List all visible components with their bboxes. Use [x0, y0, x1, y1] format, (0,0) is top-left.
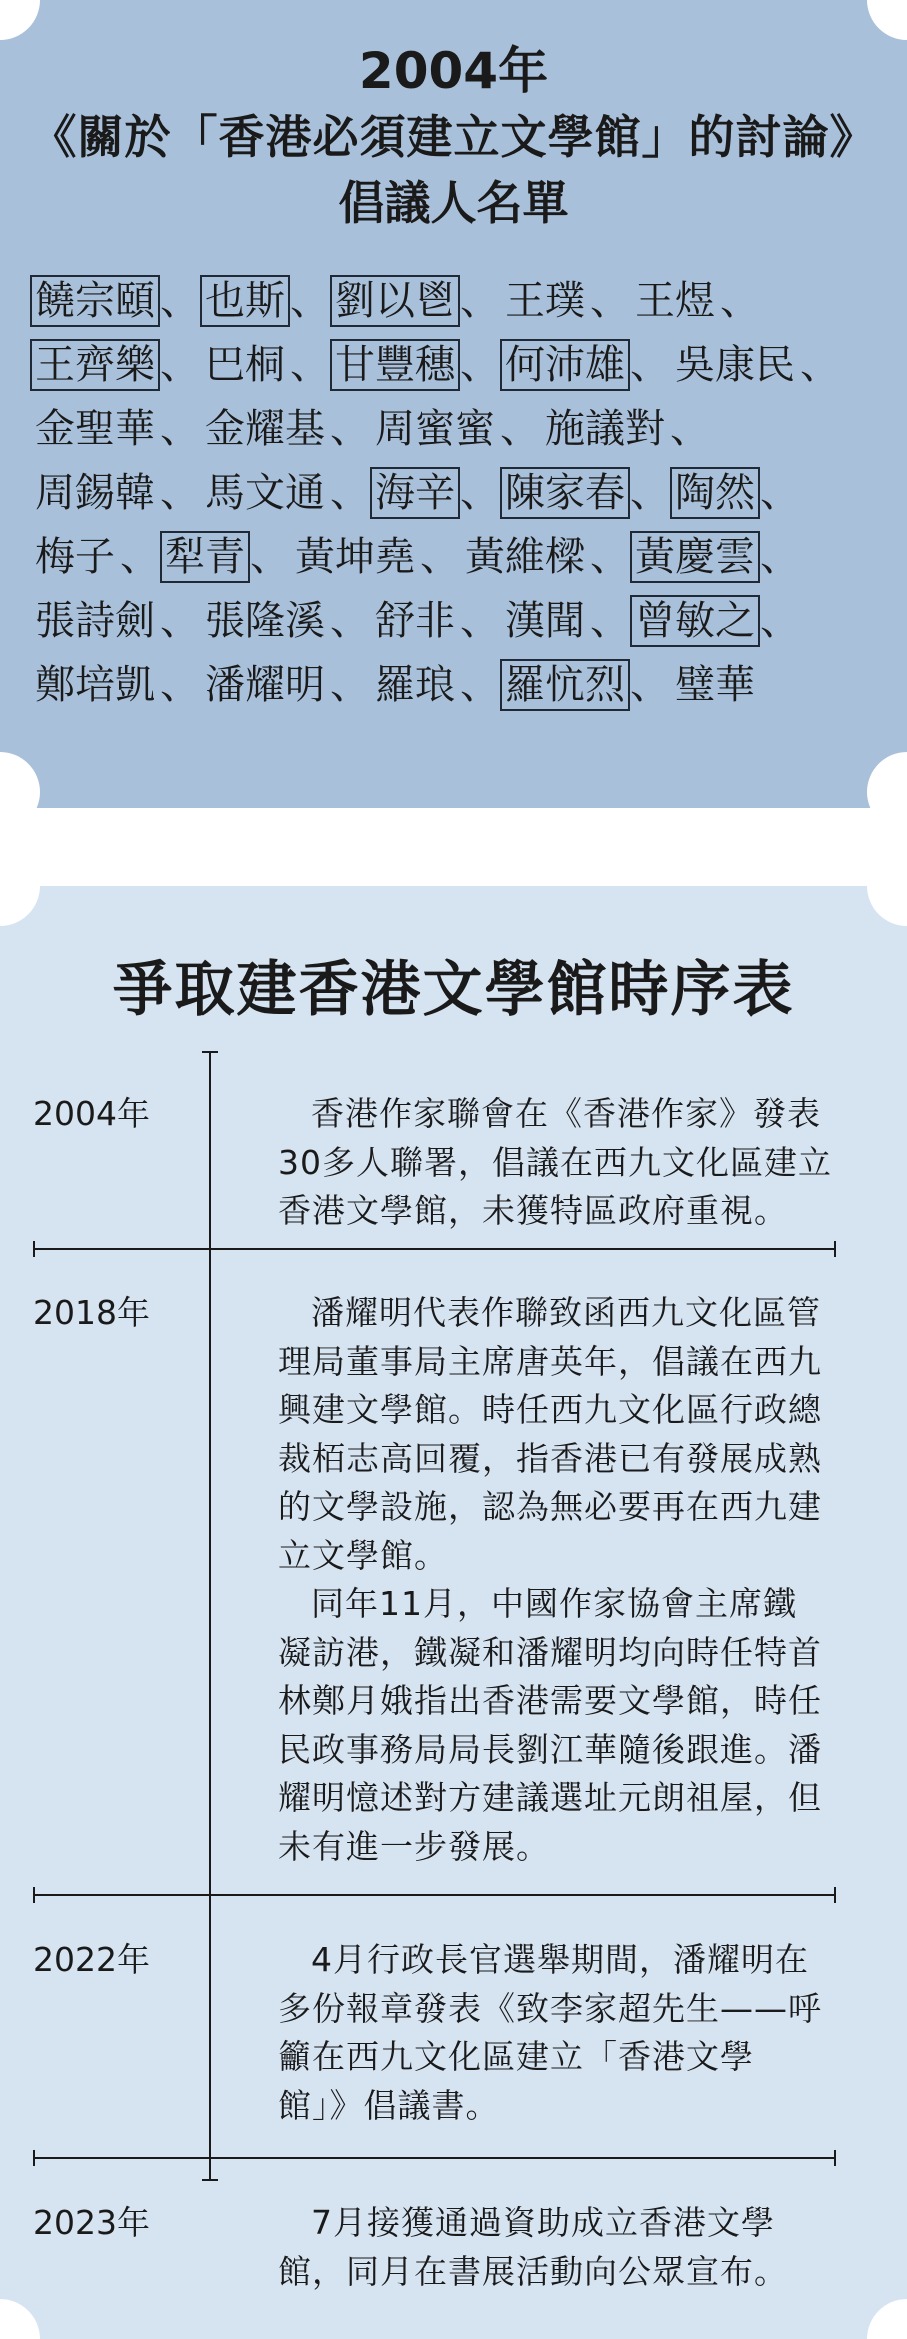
initiator-name: 舒非: [375, 598, 455, 644]
timeline-rule-cap: [202, 1051, 218, 1053]
timeline-year: 2004年: [33, 1094, 150, 1133]
divider-cap: [834, 1241, 836, 1257]
name-row: [30, 651, 890, 715]
initiators-subtitle: 《關於「香港必須建立文學館」的討論》: [30, 110, 877, 164]
name-row: [30, 587, 890, 651]
timeline-description: [278, 1936, 846, 2130]
corner-notch: [0, 2299, 40, 2339]
initiator-name-boxed: 曾敏之: [630, 595, 760, 647]
name-separator: 、: [590, 598, 630, 644]
name-separator: 、: [330, 406, 370, 452]
timeline-divider: [33, 1894, 836, 1896]
initiator-name-boxed: 陳家春: [500, 467, 630, 519]
name-separator: 、: [290, 342, 330, 388]
name-row: [30, 331, 890, 395]
initiator-name-boxed: 海辛: [370, 467, 460, 519]
initiator-name-boxed: 王齊樂: [30, 339, 160, 391]
initiators-card: [0, 0, 907, 808]
name-separator: 、: [160, 662, 200, 708]
name-separator: 、: [590, 278, 630, 324]
name-separator: 、: [420, 534, 460, 580]
name-separator: 、: [250, 534, 290, 580]
name-separator: 、: [460, 662, 500, 708]
divider-cap: [834, 1887, 836, 1903]
corner-notch: [867, 752, 907, 808]
initiators-title-block: [0, 38, 907, 236]
divider-cap: [33, 1241, 35, 1257]
name-separator: 、: [330, 470, 370, 516]
name-row: [30, 395, 890, 459]
corner-notch: [0, 752, 40, 808]
initiator-name: 金聖華: [35, 406, 155, 452]
name-separator: 、: [800, 342, 840, 388]
name-separator: 、: [760, 534, 800, 580]
name-separator: 、: [630, 662, 670, 708]
name-separator: 、: [160, 470, 200, 516]
initiator-name-boxed: 甘豐穗: [330, 339, 460, 391]
name-separator: 、: [330, 598, 370, 644]
name-separator: 、: [590, 534, 630, 580]
timeline-rule-cap: [202, 2179, 218, 2181]
name-separator: 、: [460, 598, 500, 644]
timeline-card: [0, 886, 907, 2339]
name-separator: 、: [500, 406, 540, 452]
name-separator: 、: [160, 598, 200, 644]
corner-notch: [867, 0, 907, 40]
initiator-name: 王璞: [505, 278, 585, 324]
divider-cap: [834, 2150, 836, 2166]
name-row: [30, 459, 890, 523]
corner-notch: [0, 886, 40, 926]
initiator-name-boxed: 黃慶雲: [630, 531, 760, 583]
initiator-name: 張隆溪: [205, 598, 325, 644]
timeline-description: [278, 2199, 846, 2296]
initiator-name: 鄭培凱: [35, 662, 155, 708]
timeline-divider: [33, 1248, 836, 1250]
name-separator: 、: [160, 406, 200, 452]
corner-notch: [867, 886, 907, 926]
name-separator: 、: [630, 470, 670, 516]
name-separator: 、: [160, 342, 200, 388]
name-separator: 、: [160, 278, 200, 324]
initiator-name: 潘耀明: [205, 662, 325, 708]
initiator-name-boxed: 何沛雄: [500, 339, 630, 391]
initiator-name-boxed: 也斯: [200, 275, 290, 327]
name-separator: 、: [330, 662, 370, 708]
initiators-year-title: 2004年: [358, 42, 549, 100]
name-separator: 、: [460, 470, 500, 516]
timeline-paragraph: 4月行政長官選舉期間，潘耀明在 多份報章發表《致李家超先生——呼 籲在西九文化區建立「香港文學 館」》倡議書。: [278, 1940, 822, 2125]
name-separator: 、: [120, 534, 160, 580]
initiator-name: 吳康民: [675, 342, 795, 388]
initiator-name: 張詩劍: [35, 598, 155, 644]
initiator-name-list: [30, 267, 890, 715]
timeline-paragraph: 7月接獲通過資助成立香港文學 館，同月在書展活動向公眾宣布。: [278, 2203, 788, 2291]
timeline-year: 2023年: [33, 2203, 150, 2242]
initiator-name: 施議對: [545, 406, 665, 452]
initiator-name: 梅子: [35, 534, 115, 580]
initiator-name-boxed: 劉以鬯: [330, 275, 460, 327]
name-separator: 、: [460, 278, 500, 324]
corner-notch: [0, 0, 40, 40]
initiator-name-boxed: 羅忼烈: [500, 659, 630, 711]
divider-cap: [33, 1887, 35, 1903]
timeline-paragraph: 潘耀明代表作聯致函西九文化區管 理局董事局主席唐英年，倡議在西九 興建文學館。時任西九文化區行政總 裁栢志高回覆，指香港已有發展成熟 的文學設施，認為無必要再在西九建 立文學館。: [278, 1293, 822, 1575]
timeline-year: 2022年: [33, 1940, 150, 1979]
name-separator: 、: [760, 470, 800, 516]
initiator-name-boxed: 犁青: [160, 531, 250, 583]
name-separator: 、: [760, 598, 800, 644]
timeline-vertical-rule: [209, 1051, 211, 2181]
initiator-name: 璧華: [675, 662, 755, 708]
timeline-paragraph: 香港作家聯會在《香港作家》發表 30多人聯署，倡議在西九文化區建立 香港文學館，未獲特區政府重視。: [278, 1094, 832, 1230]
initiator-name-boxed: 饒宗頤: [30, 275, 160, 327]
initiator-name: 巴桐: [205, 342, 285, 388]
name-separator: 、: [460, 342, 500, 388]
name-separator: 、: [720, 278, 760, 324]
timeline-description: [278, 1090, 846, 1236]
initiator-name: 周蜜蜜: [375, 406, 495, 452]
timeline-description: [278, 1289, 846, 1871]
name-row: [30, 267, 890, 331]
name-separator: 、: [630, 342, 670, 388]
timeline-divider: [33, 2157, 836, 2159]
initiator-name: 漢聞: [505, 598, 585, 644]
initiator-name-boxed: 陶然: [670, 467, 760, 519]
timeline-title: 爭取建香港文學館時序表: [112, 955, 795, 1025]
divider-cap: [33, 2150, 35, 2166]
timeline-year: 2018年: [33, 1293, 150, 1332]
corner-notch: [867, 2299, 907, 2339]
initiator-name: 金耀基: [205, 406, 325, 452]
initiators-list-title: 倡議人名單: [338, 176, 569, 230]
initiator-name: 王煜: [635, 278, 715, 324]
initiator-name: 羅琅: [375, 662, 455, 708]
name-separator: 、: [670, 406, 710, 452]
initiator-name: 黃坤堯: [295, 534, 415, 580]
initiator-name: 馬文通: [205, 470, 325, 516]
name-separator: 、: [290, 278, 330, 324]
timeline-paragraph: 同年11月，中國作家協會主席鐵 凝訪港，鐵凝和潘耀明均向時任特首 林鄭月娥指出香港需要文學館，時任 民政事務局局長劉江華隨後跟進。潘 耀明憶述對方建議選址元朗祖屋，但 未有進一步發展。: [278, 1584, 822, 1866]
initiator-name: 周錫韓: [35, 470, 155, 516]
name-row: [30, 523, 890, 587]
initiator-name: 黃維樑: [465, 534, 585, 580]
